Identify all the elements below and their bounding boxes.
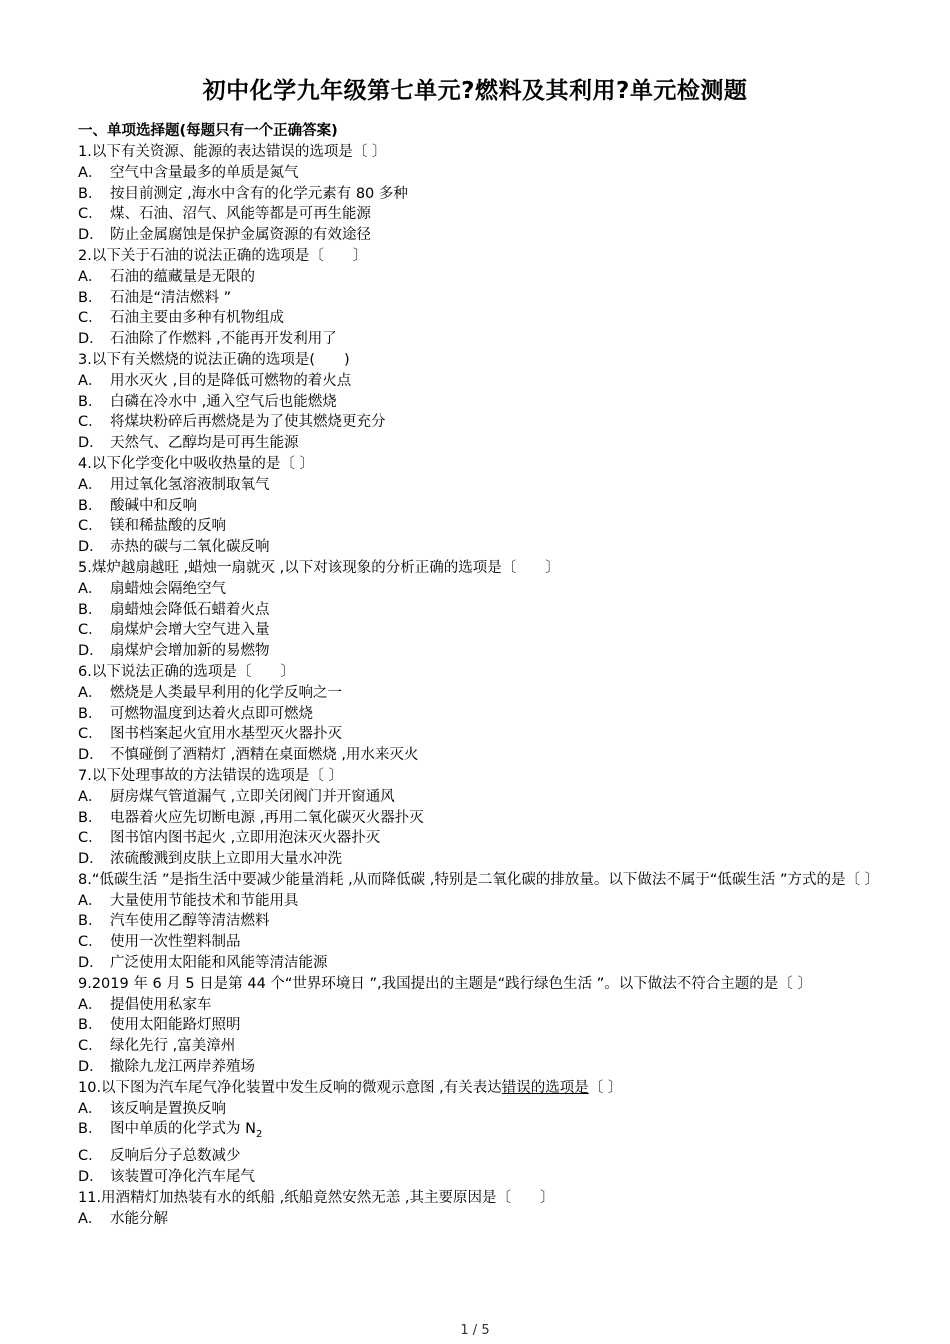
option-a: A． 燃烧是人类最早利用的化学反响之一 [78,684,342,701]
page-number: 1 / 5 [460,1323,490,1338]
question-1 [68,142,888,246]
option-c: C． 使用一次性塑料制品 [78,934,241,951]
question-4 [68,454,888,558]
underlined-phrase: 错误的选项是 [501,1079,589,1096]
option-d: D． 赤热的碳与二氧化碳反响 [78,539,270,556]
question-stem: 9.2019 年 6 月 5 日是第 44 个“世界环境日 ”,我国提出的主题是“践行绿色生活 ”。以下做法不符合主题的是〔 〕 [78,975,812,992]
option-d: D． 广泛使用太阳能和风能等清洁能源 [78,955,328,972]
question-9 [68,974,888,1078]
option-d: D． 该装置可净化汽车尾气 [78,1168,255,1185]
option-a: A． 用水灭火 ,目的是降低可燃物的着火点 [78,372,352,389]
option-a: A． 空气中含量最多的单质是氮气 [78,164,299,181]
option-d: D． 石油除了作燃料 ,不能再开发利用了 [78,331,337,348]
option-c: C． 图书馆内图书起火 ,立即用泡沫灭火器扑灭 [78,830,381,847]
question-stem: 8.“低碳生活 ”是指生活中要减少能量消耗 ,从而降低碳 ,特别是二氧化碳的排放量。以下做法不属于“低碳生活 ”方式的是〔 〕 [78,871,880,888]
option-a: A． 石油的蕴藏量是无限的 [78,268,255,285]
option-d: D． 撤除九龙江两岸养殖场 [78,1059,255,1076]
option-c: C． 反响后分子总数减少 [78,1148,241,1165]
option-a: A． 水能分解 [78,1210,168,1227]
question-7 [68,766,888,870]
option-c: C． 石油主要由多种有机物组成 [78,310,284,327]
option-b: B． 石油是“清洁燃料 ” [78,289,232,306]
option-c: C． 煤、石油、沼气、风能等都是可再生能源 [78,206,371,223]
question-10 [68,1078,888,1188]
option-a: A． 该反响是置换反响 [78,1100,226,1117]
option-b: B． 扇蜡烛会降低石蜡着火点 [78,601,270,618]
question-stem: 11.用酒精灯加热装有水的纸船 ,纸船竟然安然无恙 ,其主要原因是〔 〕 [78,1189,555,1206]
section-heading: 一、单项选择题(每题只有一个正确答案) [78,123,338,139]
option-d: D． 扇煤炉会增加新的易燃物 [78,643,270,660]
option-b: B． 白磷在冷水中 ,通入空气后也能燃烧 [78,393,337,410]
subscript: 2 [255,1129,263,1141]
option-d: D． 天然气、乙醇均是可再生能源 [78,435,299,452]
option-a: A． 大量使用节能技术和节能用具 [78,892,299,909]
option-c: C． 扇煤炉会增大空气进入量 [78,622,270,639]
option-a: A． 厨房煤气管道漏气 ,立即关闭阀门并开窗通风 [78,788,395,805]
option-c: C． 图书档案起火宜用水基型灭火器扑灭 [78,726,342,743]
option-b: B． 图中单质的化学式为 $N_2$ [78,1121,263,1141]
option-b: B． 可燃物温度到达着火点即可燃烧 [78,705,313,722]
option-c: C． 绿化先行 ,富美漳州 [78,1038,236,1055]
question-stem: 10.以下图为汽车尾气净化装置中发生反响的微观示意图 ,有关表达错误的选项是〔 〕 [78,1079,623,1096]
question-stem: 2.以下关于石油的说法正确的选项是〔 〕 [78,247,368,264]
document-title: 初中化学九年级第七单元?燃料及其利用?单元检测题 [202,78,748,104]
question-stem: 7.以下处理事故的方法错误的选项是〔 〕 [78,767,343,784]
option-a: A． 提倡使用私家车 [78,996,212,1013]
question-6 [68,662,888,766]
option-c: C． 将煤块粉碎后再燃烧是为了使其燃烧更充分 [78,414,386,431]
option-a: A． 扇蜡烛会隔绝空气 [78,580,226,597]
question-stem: 5.煤炉越扇越旺 ,蜡烛一扇就灭 ,以下对该现象的分析正确的选项是〔 〕 [78,559,560,576]
option-b: B． 汽车使用乙醇等清洁燃料 [78,913,270,930]
question-8 [68,870,888,974]
question-stem: 1.以下有关资源、能源的表达错误的选项是〔 〕 [78,144,387,160]
option-a: A． 用过氧化氢溶液制取氧气 [78,476,270,493]
option-b: B． 按目前测定 ,海水中含有的化学元素有 80 多种 [78,185,408,202]
option-d: D． 不慎碰倒了酒精灯 ,酒精在桌面燃烧 ,用水来灭火 [78,747,419,764]
document-content [68,121,888,1229]
option-d: D． 浓硫酸溅到皮肤上立即用大量水冲洗 [78,851,342,868]
option-d: D． 防止金属腐蚀是保护金属资源的有效途径 [78,227,371,244]
option-b: B． 使用太阳能路灯照明 [78,1017,241,1034]
question-11 [68,1188,888,1230]
question-2 [68,246,888,350]
option-b: B． 酸碱中和反响 [78,497,197,514]
question-3 [68,350,888,454]
question-stem: 4.以下化学变化中吸收热量的是〔 〕 [78,455,314,472]
question-stem: 6.以下说法正确的选项是〔 〕 [78,663,295,680]
question-5 [68,558,888,662]
option-c: C． 镁和稀盐酸的反响 [78,518,226,535]
option-b: B． 电器着火应先切断电源 ,再用二氧化碳灭火器扑灭 [78,809,424,826]
question-stem: 3.以下有关燃烧的说法正确的选项是( ) [78,351,350,368]
